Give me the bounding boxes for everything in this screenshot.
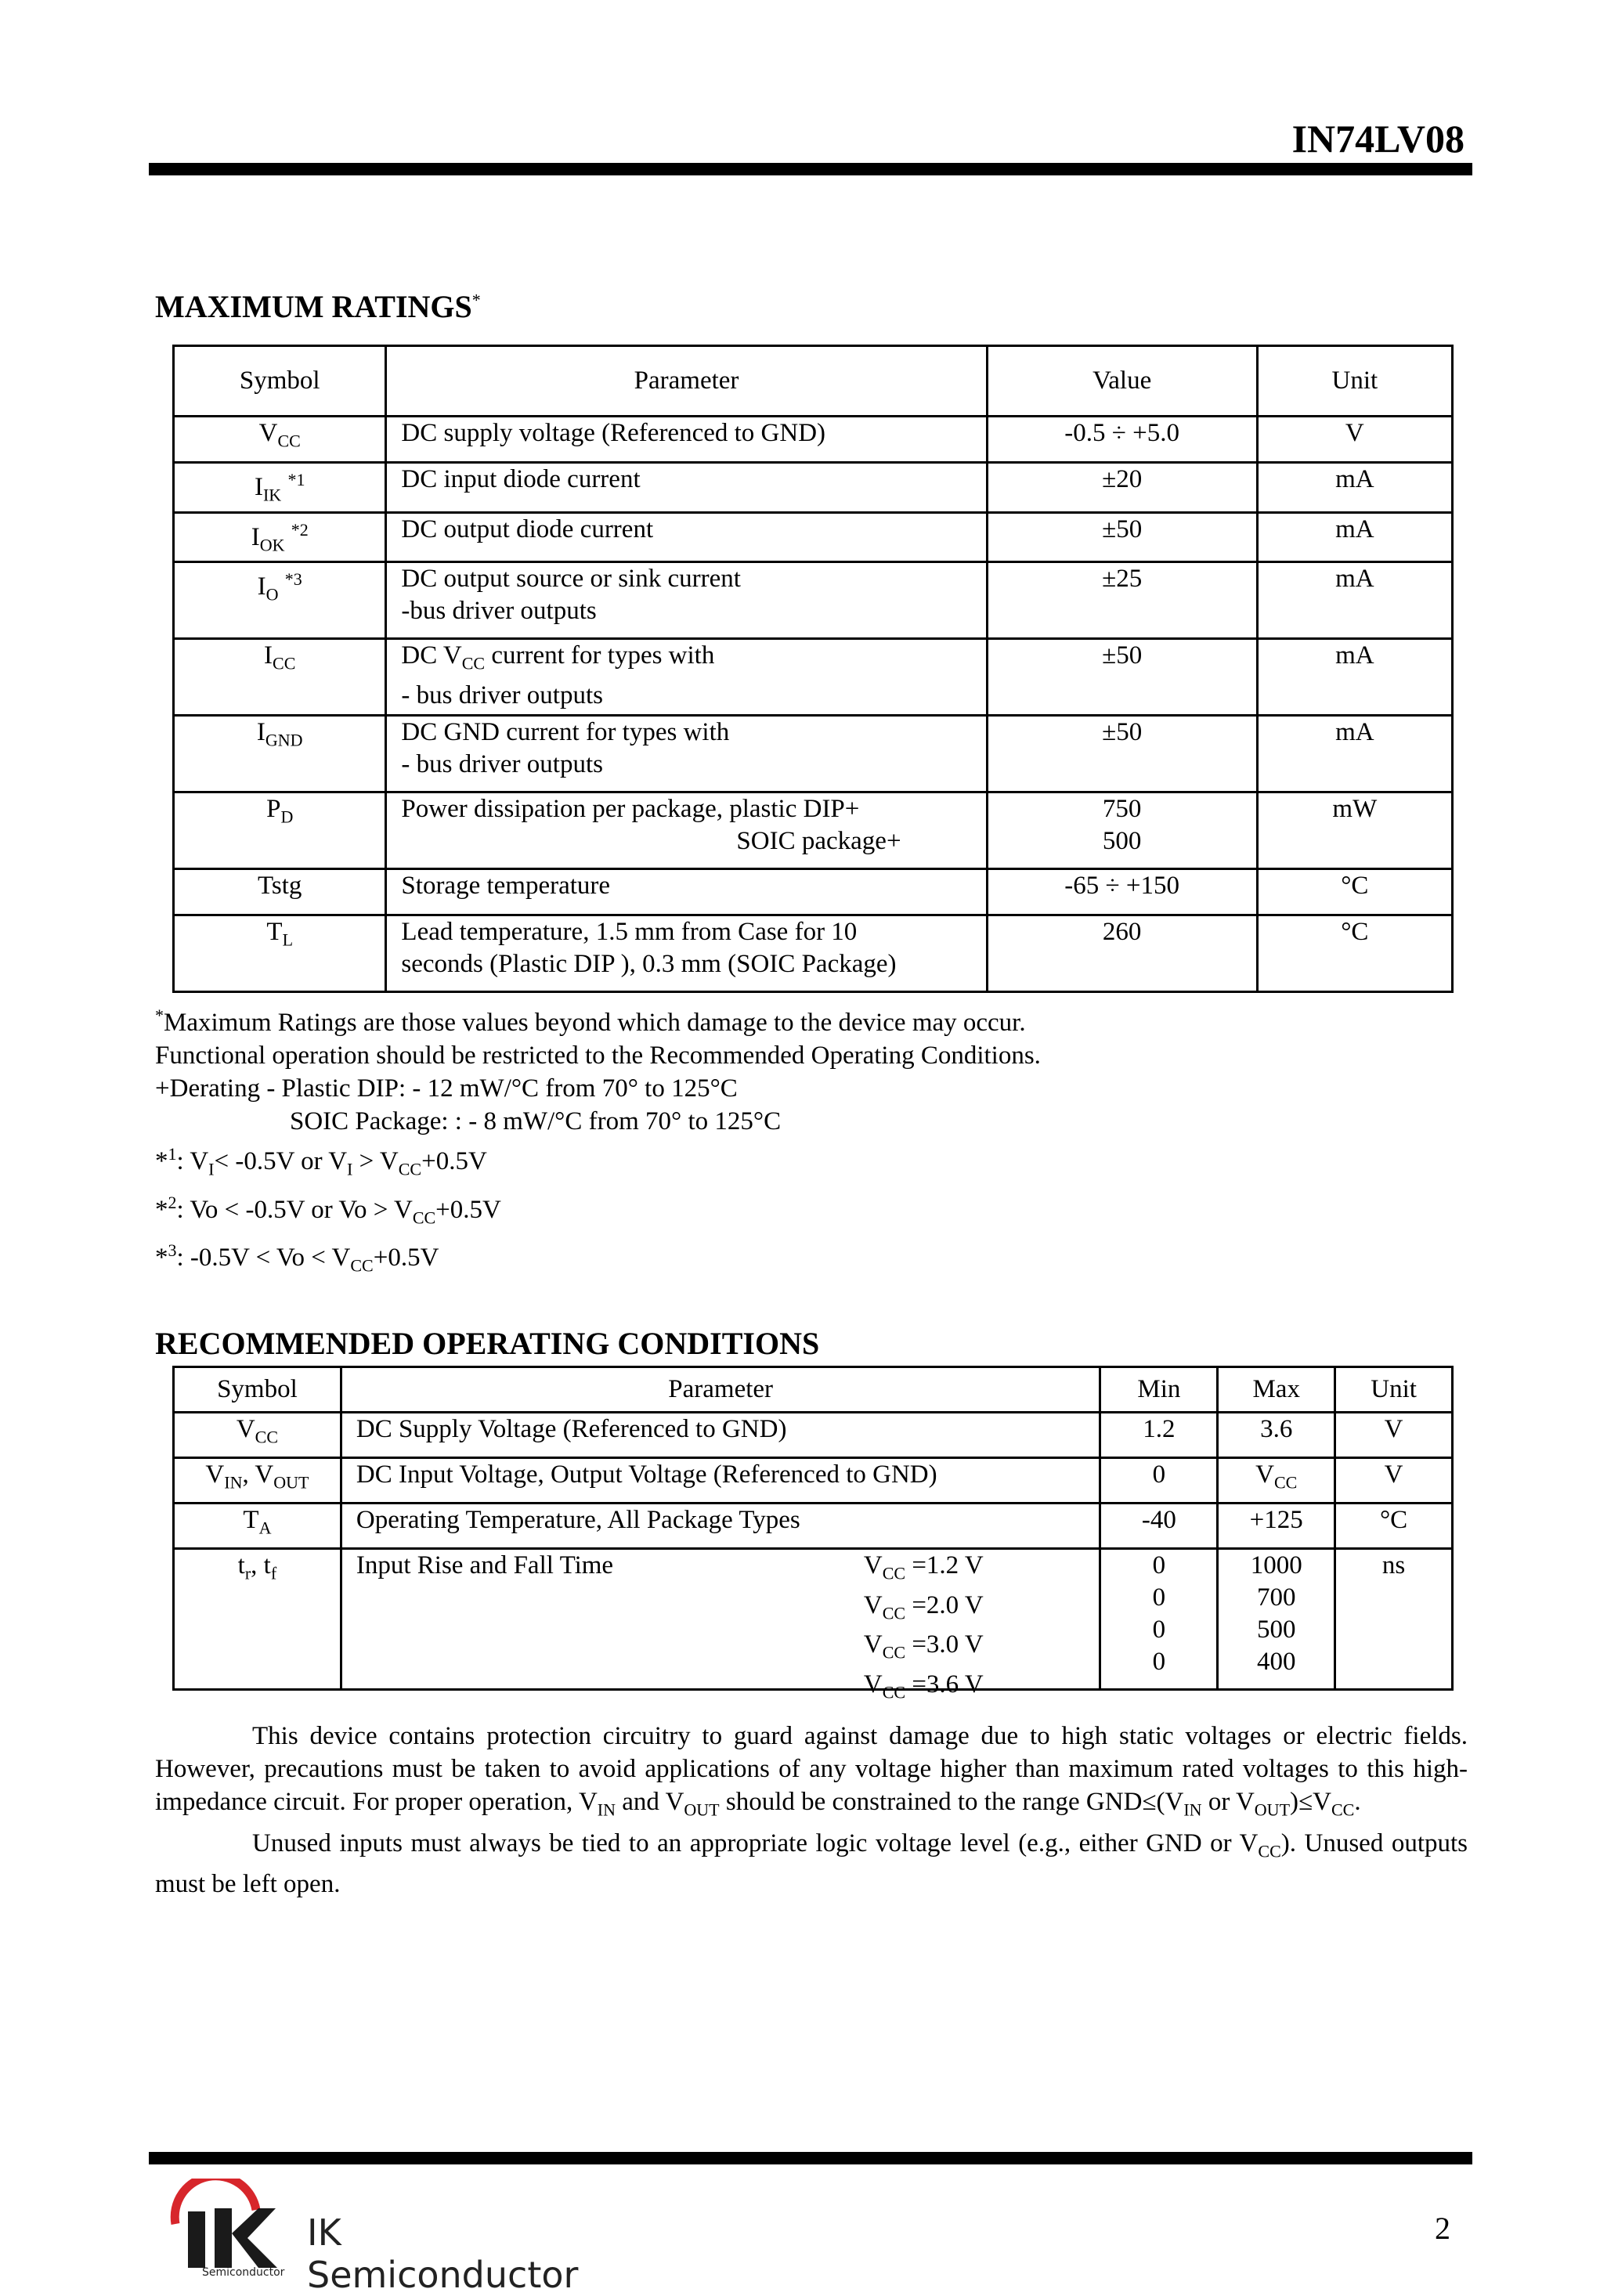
footnote-3: *$^3$: $-0.5V < Vo < V_{CC}+0.5V$ [155, 1240, 439, 1276]
note-line: SOIC Package: : - 8 mW/°C from 70° to 125°C [290, 1107, 782, 1135]
table-row: $I_{CC}$ DC $V_{CC}$ current for types with - bus driver outputs ±50 mA [174, 639, 1453, 716]
footer-rule [149, 2152, 1472, 2164]
table-row: $T_A$ Operating Temperature, All Package Types -40 +125 °C [174, 1504, 1453, 1549]
col-parameter: Parameter [341, 1367, 1100, 1413]
table-row: $V_{CC}$ DC supply voltage (Referenced to GND) -0.5 ÷ +5.0 V [174, 417, 1453, 463]
table-row: $I_{OK}$ $^{*2}$ DC output diode current ±50 mA [174, 512, 1453, 562]
col-unit: Unit [1257, 346, 1452, 417]
table-row: $t_r$, $t_f$ Input Rise and Fall Time $V_{CC} =1.2$ V $V_{CC} =2.0$ V $V_{CC} =3.0$ V $V_{CC} =3.6$ V 0 0 0 0 1000 700 500 400 ns [174, 1549, 1453, 1690]
table-row: $V_{CC}$ DC Supply Voltage (Referenced to GND) 1.2 3.6 V [174, 1413, 1453, 1458]
col-max: Max [1218, 1367, 1335, 1413]
table-row: $I_O$ $^{*3}$ DC output source or sink current -bus driver outputs ±25 mA [174, 562, 1453, 639]
note-line: *Maximum Ratings are those values beyond which damage to the device may occur. [155, 1005, 1026, 1037]
table-row: $P_D$ Power dissipation per package, plastic DIP+ SOIC package+ 750 500 mW [174, 792, 1453, 869]
table-row: $V_{IN}$, $V_{OUT}$ DC Input Voltage, Output Voltage (Referenced to GND) 0 $V_{CC}$ V [174, 1458, 1453, 1504]
col-symbol: Symbol [174, 346, 386, 417]
col-parameter: Parameter [386, 346, 987, 417]
table-header-row [174, 1367, 1453, 1413]
rec-op-table [172, 1366, 1454, 1702]
max-ratings-table [172, 345, 1454, 993]
header-rule [149, 163, 1472, 175]
logo-text: IK Semiconductor [307, 2211, 579, 2296]
col-value: Value [987, 346, 1257, 417]
protection-paragraph [155, 1720, 1468, 1901]
paragraph-2: Unused inputs must always be tied to an appropriate logic voltage level (e.g., either GND or $V_{CC}$). Unused outputs must be left open. [155, 1828, 1468, 1899]
paragraph-1: This device contains protection circuitry to guard against damage due to high static voltages or electric fields. However, precautions must be taken to avoid applications of any voltage higher than maximum rated voltages to this high-impedance circuit. For proper operation, $V_{IN}$ and $V_{OUT}$ should be constrained to the range $GND\le(V_{IN}$ or $V_{OUT})\le V_{CC}$. [155, 1722, 1468, 1820]
table-row: Tstg Storage temperature -65 ÷ +150 °C [174, 869, 1453, 915]
max-ratings-notes [155, 999, 1041, 1283]
footnote-1: *$^1$: $V_I< -0.5V$ or $V_I > V_{CC}+0.5V$ [155, 1144, 487, 1179]
col-min: Min [1100, 1367, 1218, 1413]
footnote-2: *$^2$: Vo < -0.5V or $Vo > V_{CC}+0.5V$ [155, 1192, 501, 1228]
page-number: 2 [1435, 2211, 1450, 2246]
col-symbol: Symbol [174, 1367, 341, 1413]
table-header-row [174, 346, 1453, 417]
part-number: IN74LV08 [1291, 117, 1465, 161]
table-row: $I_{IK}$ $^{*1}$ DC input diode current ±20 mA [174, 463, 1453, 513]
logo-small-text: Semiconductor [202, 2266, 285, 2279]
max-ratings-title: MAXIMUM RATINGS* [155, 289, 481, 324]
table-row: $I_{GND}$ DC GND current for types with - bus driver outputs ±50 mA [174, 716, 1453, 792]
table-row: $T_L$ Lead temperature, 1.5 mm from Case for 10 seconds (Plastic DIP ), 0.3 mm (SOIC Package) 260 °C [174, 915, 1453, 992]
note-line: Functional operation should be restricted to the Recommended Operating Conditions. [155, 1042, 1041, 1070]
rec-op-title: RECOMMENDED OPERATING CONDITIONS [155, 1326, 820, 1361]
company-logo [166, 2179, 620, 2296]
note-line: +Derating - Plastic DIP: - 12 mW/°C from 70° to 125°C [155, 1074, 738, 1103]
col-unit: Unit [1335, 1367, 1453, 1413]
